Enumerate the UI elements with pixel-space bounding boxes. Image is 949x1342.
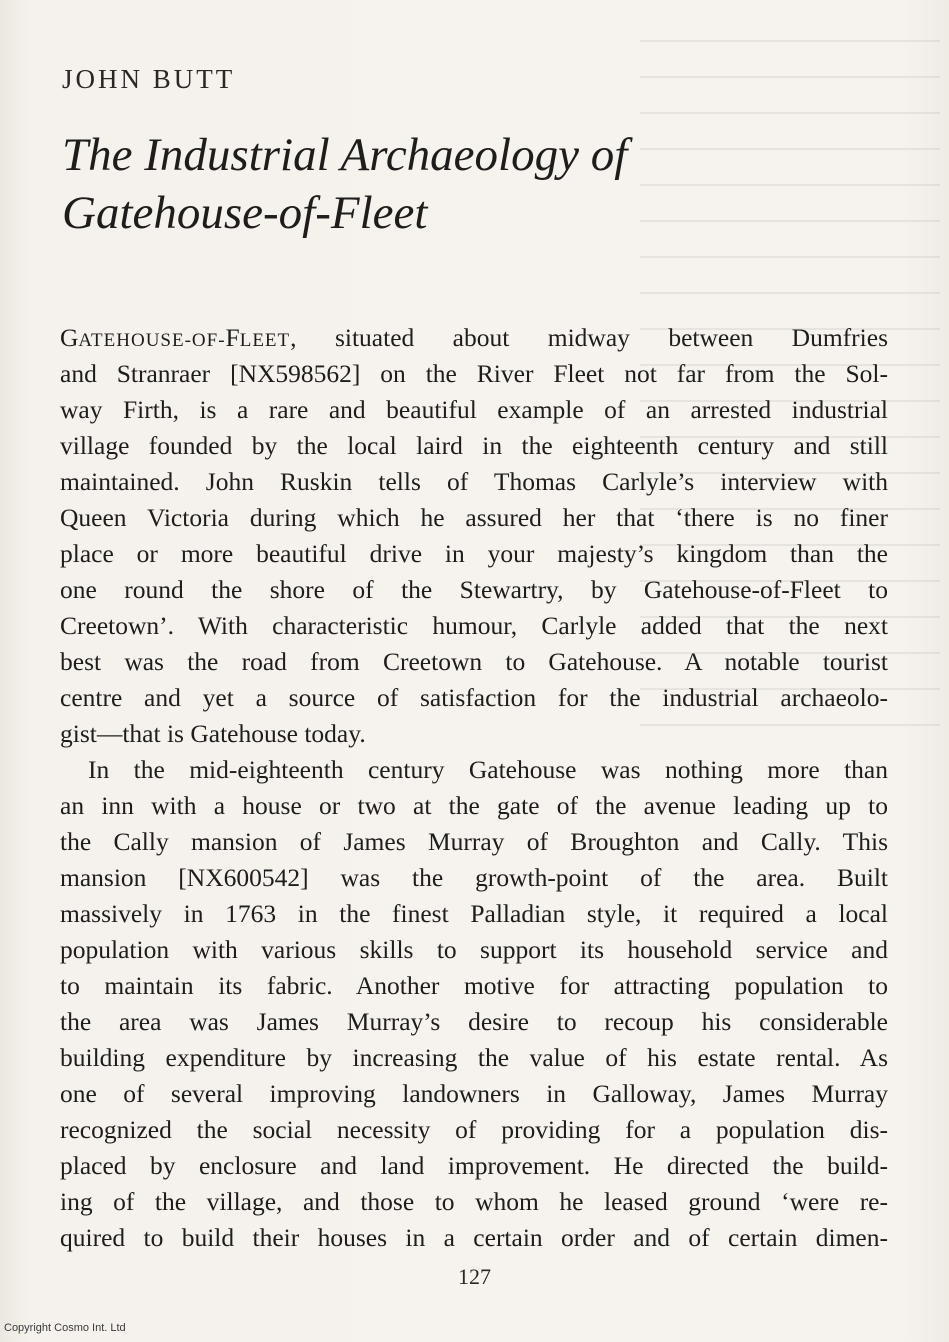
body-line-22: recognized the social necessity of providing for a population dis-: [60, 1115, 888, 1144]
body-line-17: population with various skills to support its household service and: [60, 935, 888, 964]
body-line-1: and Stranraer [NX598562] on the River Fleet not far from the Sol-: [60, 359, 888, 388]
body-line-8: Creetown’. With characteristic humour, Carlyle added that the next: [60, 611, 888, 640]
body-line-10: centre and yet a source of satisfaction for the industrial archaeolo-: [60, 683, 888, 712]
body-line-13: an inn with a house or two at the gate of the avenue leading up to: [60, 791, 888, 820]
body-line-7: one round the shore of the Stewartry, by Gatehouse-of-Fleet to: [60, 575, 888, 604]
body-line-12: In the mid-eighteenth century Gatehouse was nothing more than: [88, 755, 888, 784]
body-line-21: one of several improving landowners in Galloway, James Murray: [60, 1079, 888, 1108]
author-name: JOHN BUTT: [62, 64, 236, 94]
body-line-16: massively in 1763 in the finest Palladian style, it required a local: [60, 899, 888, 928]
body-line-15: mansion [NX600542] was the growth-point of the area. Built: [60, 863, 888, 892]
page-number: 127: [458, 1264, 491, 1289]
body-line-24: ing of the village, and those to whom he leased ground ‘were re-: [60, 1187, 888, 1216]
article-body: [60, 320, 888, 1256]
body-line-9: best was the road from Creetown to Gatehouse. A notable tourist: [60, 647, 888, 676]
body-line-4: maintained. John Ruskin tells of Thomas Carlyle’s interview with: [60, 467, 888, 496]
body-line-18: to maintain its fabric. Another motive for attracting population to: [60, 971, 888, 1000]
body-line-0: GATEHOUSE-OF-FLEET, situated about midway between Dumfries: [60, 323, 888, 352]
title-line-2: Gatehouse-of-Fleet: [62, 187, 428, 239]
body-line-23: placed by enclosure and land improvement. He directed the build-: [60, 1151, 888, 1180]
copyright-watermark: Copyright Cosmo Int. Ltd: [4, 1322, 126, 1334]
body-line-11: gist—that is Gatehouse today.: [60, 719, 366, 748]
body-line-6: place or more beautiful drive in your majesty’s kingdom than the: [60, 539, 888, 568]
title-line-1: The Industrial Archaeology of: [62, 129, 628, 181]
body-line-20: building expenditure by increasing the value of his estate rental. As: [60, 1043, 888, 1072]
body-line-5: Queen Victoria during which he assured her that ‘there is no finer: [60, 503, 888, 532]
body-line-3: village founded by the local laird in the eighteenth century and still: [60, 431, 888, 460]
body-line-19: the area was James Murray’s desire to recoup his considerable: [60, 1007, 888, 1036]
article-title: [62, 126, 862, 242]
body-line-25: quired to build their houses in a certain order and of certain dimen-: [60, 1223, 888, 1252]
body-line-14: the Cally mansion of James Murray of Broughton and Cally. This: [60, 827, 888, 856]
body-line-2: way Firth, is a rare and beautiful example of an arrested industrial: [60, 395, 888, 424]
